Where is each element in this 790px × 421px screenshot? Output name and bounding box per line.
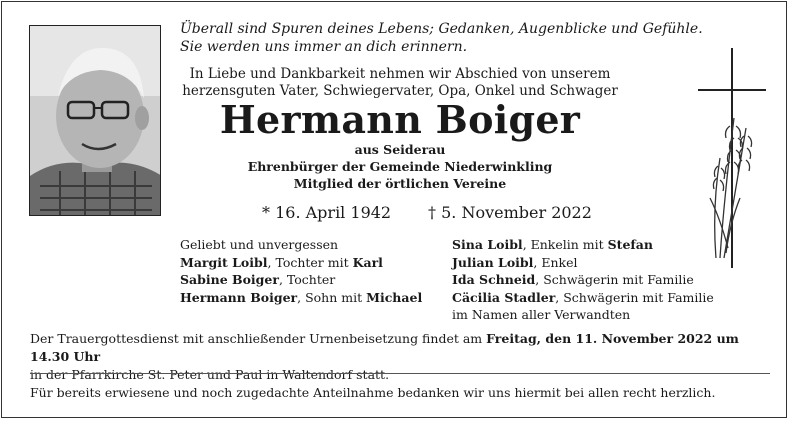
- deceased-details: [180, 141, 620, 192]
- divider: [30, 373, 770, 374]
- origin: aus Seiderau: [354, 142, 446, 157]
- deceased-name: Hermann Boiger: [219, 97, 581, 142]
- mourners-closing: im Namen aller Verwandten: [452, 307, 631, 322]
- service-line-1: Der Trauergottesdienst mit anschließender Urnenbeisetzung findet am Freitag, den 11. November 2022 um 14.30 Uhr: [30, 331, 739, 364]
- service-notice: [30, 330, 770, 384]
- service-line-2: in der Pfarrkirche St. Peter und Paul in Waltendorf statt.: [30, 367, 390, 382]
- portrait-photo: [29, 25, 161, 216]
- death-date: † 5. November 2022: [428, 203, 592, 222]
- mourner-row: Sina Loibl, Enkelin mit Stefan: [452, 237, 653, 252]
- mourners-right: [452, 236, 714, 324]
- mourner-row: Cäcilia Stadler, Schwägerin mit Familie: [452, 289, 714, 305]
- mourners-heading: Geliebt und unvergessen: [180, 237, 339, 252]
- intro-line-2: herzensguten Vater, Schwiegervater, Opa, Onkel und Schwager: [182, 83, 618, 99]
- mourner-row: Julian Loibl, Enkel: [452, 254, 578, 270]
- birth-date: * 16. April 1942: [262, 203, 392, 222]
- intro-line-1: In Liebe und Dankbarkeit nehmen wir Abschied von unserem: [189, 66, 611, 82]
- mourner-row: Ida Schneid, Schwägerin mit Familie: [452, 272, 694, 287]
- mourner-row: Sabine Boiger, Tochter: [180, 272, 336, 287]
- thanks-note: Für bereits erwiesene und noch zugedachte Anteilnahme bedanken wir uns hiermit bei allen recht herzlich.: [30, 385, 716, 400]
- farewell-intro: [180, 66, 620, 100]
- mourner-row: Hermann Boiger, Sohn mit Michael: [180, 289, 423, 305]
- honor-2: Mitglied der örtlichen Vereine: [293, 176, 507, 191]
- memorial-quote: [180, 20, 703, 56]
- mourners-left: [180, 236, 422, 306]
- quote-line-1: Überall sind Spuren deines Lebens; Gedanken, Augenblicke und Gefühle.: [180, 21, 703, 37]
- cross-with-wheat-icon: [690, 48, 770, 268]
- honor-1: Ehrenbürger der Gemeinde Niederwinkling: [247, 159, 553, 174]
- mourner-row: Margit Loibl, Tochter mit Karl: [180, 254, 383, 270]
- quote-line-2: Sie werden uns immer an dich erinnern.: [180, 39, 468, 55]
